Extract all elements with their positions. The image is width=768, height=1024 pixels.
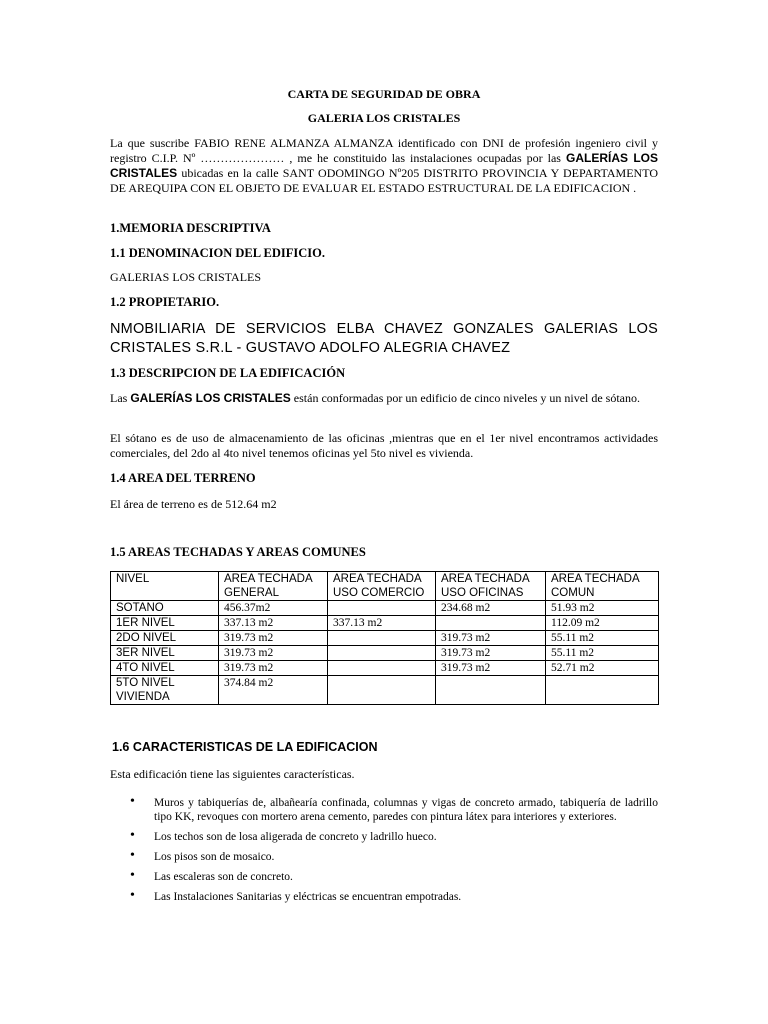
table-cell: 3ER NIVEL xyxy=(111,646,219,661)
intro-bold: GALERÍAS LOS CRISTALES xyxy=(110,151,658,180)
table-row xyxy=(111,661,659,676)
section-1-2-heading: 1.2 PROPIETARIO. xyxy=(110,295,220,309)
table-cell: 4TO NIVEL xyxy=(111,661,219,676)
s13-bold: GALERÍAS LOS CRISTALES xyxy=(130,391,291,405)
document-title: CARTA DE SEGURIDAD DE OBRA xyxy=(287,87,481,101)
table-cell: 319.73 m2 xyxy=(219,661,328,676)
table-cell xyxy=(436,616,546,631)
table-cell: 374.84 m2 xyxy=(219,676,328,705)
table-row xyxy=(111,631,659,646)
table-cell: 337.13 m2 xyxy=(219,616,328,631)
table-cell: 319.73 m2 xyxy=(436,646,546,661)
list-item-text: Los techos son de losa aligerada de concreto y ladrillo hueco. xyxy=(154,831,437,843)
table-cell: 55.11 m2 xyxy=(546,631,659,646)
bullet-icon: • xyxy=(130,828,135,843)
table-header-cell: AREA TECHADA GENERAL xyxy=(219,572,328,601)
table-cell: 55.11 m2 xyxy=(546,646,659,661)
table-header-row xyxy=(111,572,659,601)
characteristics-list xyxy=(110,796,658,910)
table-cell: 234.68 m2 xyxy=(436,601,546,616)
table-cell: SOTANO xyxy=(111,601,219,616)
areas-table xyxy=(110,571,659,705)
table-header-cell: AREA TECHADA USO COMERCIO xyxy=(328,572,436,601)
table-cell xyxy=(546,676,659,705)
table-cell: 319.73 m2 xyxy=(219,646,328,661)
table-cell: 319.73 m2 xyxy=(219,631,328,646)
table-cell: 2DO NIVEL xyxy=(111,631,219,646)
table-cell: 337.13 m2 xyxy=(328,616,436,631)
list-item xyxy=(110,870,658,884)
table-cell: 319.73 m2 xyxy=(436,661,546,676)
bullet-icon: • xyxy=(130,794,135,809)
section-1-3-heading: 1.3 DESCRIPCION DE LA EDIFICACIÓN xyxy=(110,366,346,380)
table-cell: 52.71 m2 xyxy=(546,661,659,676)
table-cell xyxy=(436,676,546,705)
list-item-text: Los pisos son de mosaico. xyxy=(154,851,275,863)
list-item-text: Muros y tabiquerías de, albañearía confinada, columnas y vigas de concreto armado, tabiquería de ladrillo tipo KK, revoques con mortero arena cemento, paredes con pintura látex para interiores y exteriores. xyxy=(154,797,658,823)
table-cell xyxy=(328,631,436,646)
table-row xyxy=(111,616,659,631)
section-1-3-paragraph-1 xyxy=(110,391,658,406)
table-row xyxy=(111,601,659,616)
table-cell: 456.37m2 xyxy=(219,601,328,616)
list-item-text: Las escaleras son de concreto. xyxy=(154,871,293,883)
table-cell xyxy=(328,676,436,705)
section-1-6-text: Esta edificación tiene las siguientes características. xyxy=(110,767,355,781)
table-header-cell: AREA TECHADA USO OFICINAS xyxy=(436,572,546,601)
list-item xyxy=(110,890,658,904)
intro-text-2: ubicadas en la calle SANT ODOMINGO Nº205 DISTRITO PROVINCIA Y DEPARTAMENTO DE AREQUIPA CON EL OBJETO DE EVALUAR EL ESTADO ESTRUCTURAL DE LA EDIFICACION . xyxy=(110,166,658,195)
bullet-icon: • xyxy=(130,888,135,903)
table-row xyxy=(111,646,659,661)
list-item xyxy=(110,850,658,864)
section-1-1-text: GALERIAS LOS CRISTALES xyxy=(110,270,262,284)
section-1-heading: 1.MEMORIA DESCRIPTIVA xyxy=(110,221,271,235)
list-item xyxy=(110,796,658,824)
section-1-5-heading: 1.5 AREAS TECHADAS Y AREAS COMUNES xyxy=(110,545,366,559)
list-item xyxy=(110,830,658,844)
section-1-4-text: El área de terreno es de 512.64 m2 xyxy=(110,497,277,511)
table-header-cell: NIVEL xyxy=(111,572,219,601)
table-cell xyxy=(328,601,436,616)
section-1-1-heading: 1.1 DENOMINACION DEL EDIFICIO. xyxy=(110,246,325,260)
document-subtitle: GALERIA LOS CRISTALES xyxy=(307,111,461,125)
list-item-text: Las Instalaciones Sanitarias y eléctricas se encuentran empotradas. xyxy=(154,891,462,903)
table-header-cell: AREA TECHADA COMUN xyxy=(546,572,659,601)
table-cell: 1ER NIVEL xyxy=(111,616,219,631)
table-cell xyxy=(328,646,436,661)
s13-text-a: Las xyxy=(110,391,128,405)
bullet-icon: • xyxy=(130,848,135,863)
table-cell: 112.09 m2 xyxy=(546,616,659,631)
s13-text-b: están conformadas por un edificio de cinco niveles y un nivel de sótano. xyxy=(293,391,641,405)
section-1-2-text: NMOBILIARIA DE SERVICIOS ELBA CHAVEZ GONZALES GALERIAS LOS CRISTALES S.R.L - GUSTAVO ADOLFO ALEGRIA CHAVEZ xyxy=(110,321,658,356)
section-1-4-heading: 1.4 AREA DEL TERRENO xyxy=(110,471,256,485)
table-cell: 5TO NIVEL VIVIENDA xyxy=(111,676,219,705)
intro-paragraph xyxy=(110,136,658,196)
table-cell: 319.73 m2 xyxy=(436,631,546,646)
table-cell: 51.93 m2 xyxy=(546,601,659,616)
bullet-icon: • xyxy=(130,868,135,883)
intro-text-1: La que suscribe FABIO RENE ALMANZA ALMANZA identificado con DNI de profesión ingeniero civil y registro C.I.P. Nº ………………… , me he constituido las instalaciones ocupadas por las xyxy=(110,136,658,165)
table-cell xyxy=(328,661,436,676)
section-1-3-paragraph-2: El sótano es de uso de almacenamiento de las oficinas ,mientras que en el 1er nivel encontramos actividades comerciales, del 2do al 4to nivel tenemos oficinas yel 5to nivel es vivienda. xyxy=(110,431,658,460)
section-1-6-heading: 1.6 CARACTERISTICAS DE LA EDIFICACION xyxy=(112,740,378,754)
table-row xyxy=(111,676,659,705)
